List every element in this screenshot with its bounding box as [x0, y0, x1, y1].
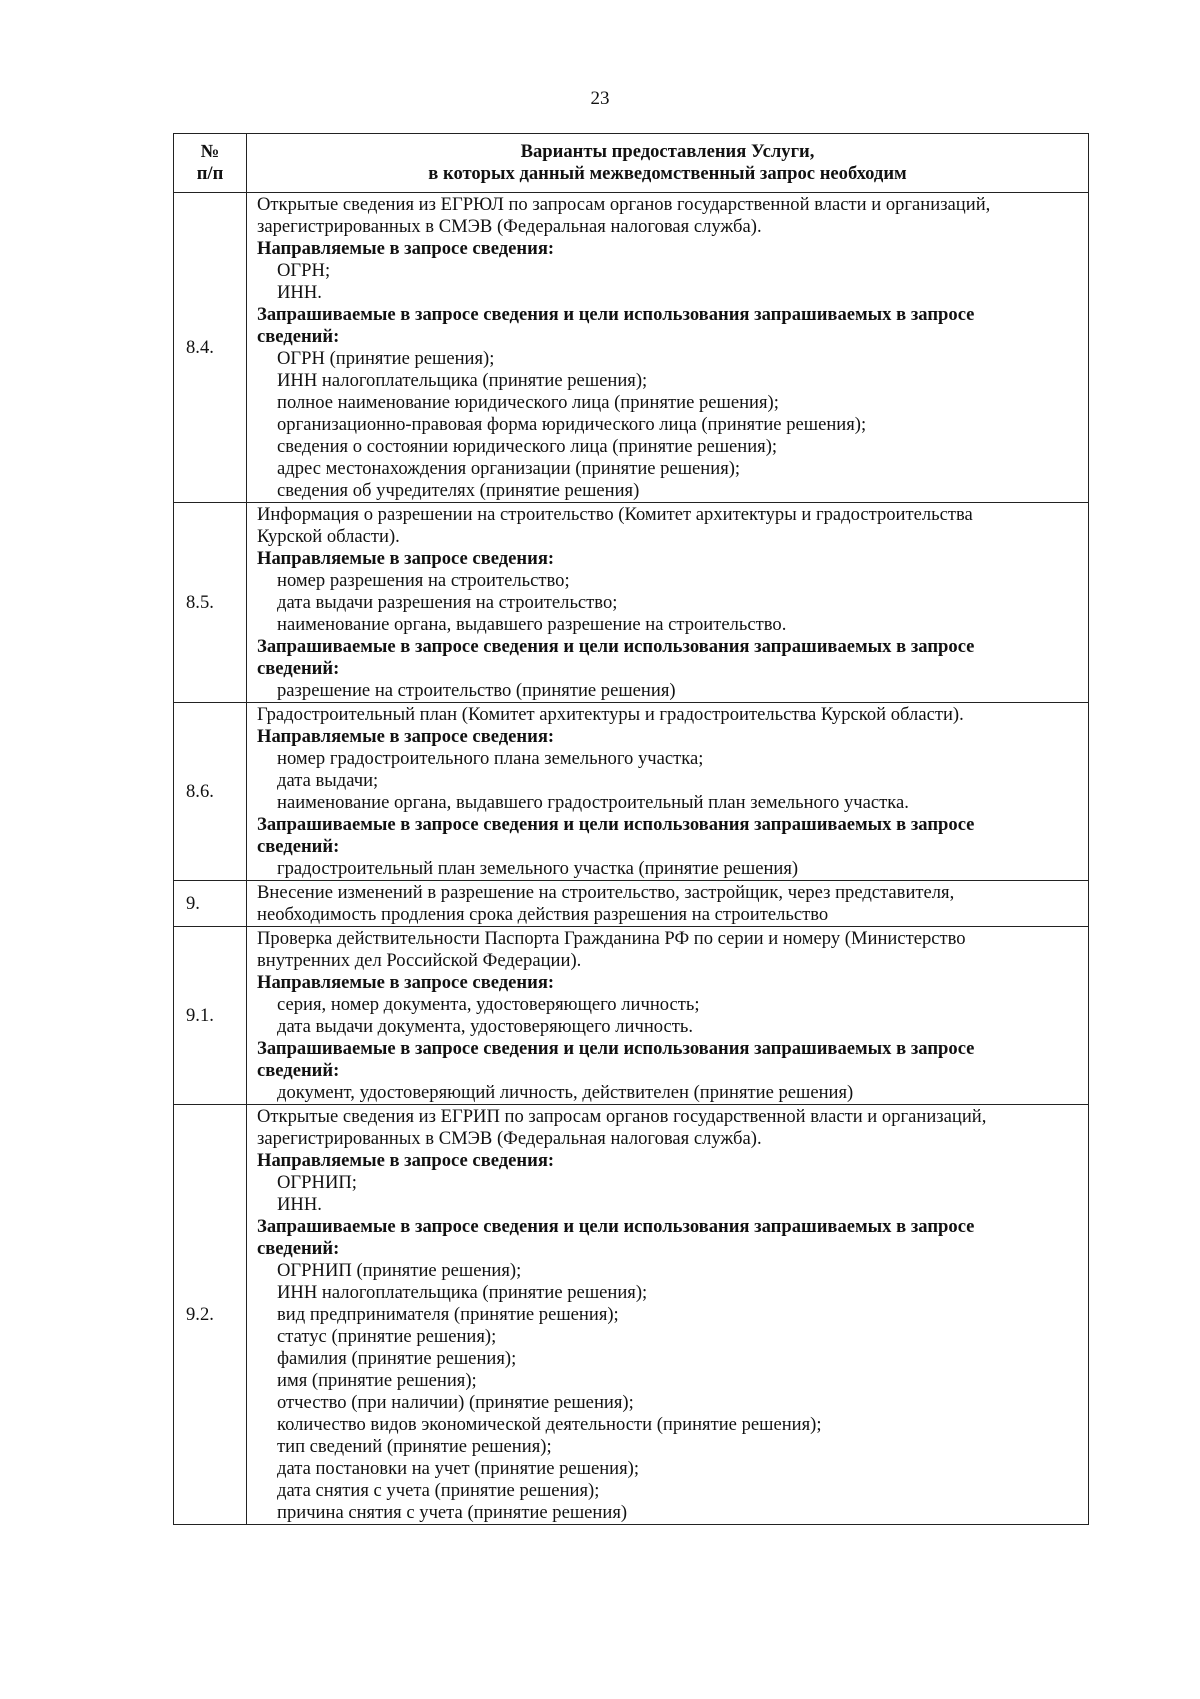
- row-number: 9.2.: [174, 1105, 247, 1525]
- table-header-row: [174, 134, 1089, 193]
- list-item-line: номер градостроительного плана земельного участка;: [277, 748, 704, 769]
- list-item-line: статус (принятие решения);: [277, 1326, 497, 1347]
- row-description: [247, 927, 1089, 1105]
- table-row: [174, 703, 1089, 881]
- header-number-column: [174, 134, 247, 193]
- table-row: [174, 503, 1089, 703]
- header-variants-column: [247, 134, 1089, 193]
- list-item-line: серия, номер документа, удостоверяющего личность;: [277, 994, 700, 1015]
- table-row: [174, 927, 1089, 1105]
- list-item-line: ИНН.: [277, 282, 322, 303]
- section-heading-line: Запрашиваемые в запросе сведения и цели использования запрашиваемых в запросе: [257, 1038, 975, 1059]
- row-number: 9.: [174, 881, 247, 927]
- list-item-line: дата постановки на учет (принятие решения);: [277, 1458, 640, 1479]
- description-line: внутренних дел Российской Федерации).: [257, 950, 582, 971]
- description-line: Градостроительный план (Комитет архитектуры и градостроительства Курской области).: [257, 704, 964, 725]
- section-heading-line: Направляемые в запросе сведения:: [257, 548, 555, 569]
- list-item-line: дата выдачи документа, удостоверяющего личность.: [277, 1016, 694, 1037]
- description-line: Информация о разрешении на строительство (Комитет архитектуры и градостроительства: [257, 504, 973, 525]
- section-heading-line: Направляемые в запросе сведения:: [257, 726, 555, 747]
- row-description: [247, 503, 1089, 703]
- section-heading-line: сведений:: [257, 658, 340, 679]
- table-row: [174, 193, 1089, 503]
- description-line: необходимость продления срока действия разрешения на строительство: [257, 904, 829, 925]
- row-description: [247, 1105, 1089, 1525]
- list-item-line: номер разрешения на строительство;: [277, 570, 570, 591]
- list-item-line: ИНН.: [277, 1194, 322, 1215]
- list-item-line: причина снятия с учета (принятие решения): [277, 1502, 628, 1523]
- list-item-line: наименование органа, выдавшего градостроительный план земельного участка.: [277, 792, 909, 813]
- table-body: [174, 193, 1089, 1525]
- description-line: Открытые сведения из ЕГРИП по запросам органов государственной власти и организаций,: [257, 1106, 987, 1127]
- list-item-line: имя (принятие решения);: [277, 1370, 477, 1391]
- list-item-line: документ, удостоверяющий личность, действителен (принятие решения): [277, 1082, 854, 1103]
- list-item-line: ОГРН;: [277, 260, 331, 281]
- row-number: 8.6.: [174, 703, 247, 881]
- list-item-line: сведения об учредителях (принятие решения): [277, 480, 640, 501]
- table-row: [174, 1105, 1089, 1525]
- list-item-line: разрешение на строительство (принятие решения): [277, 680, 676, 701]
- list-item-line: полное наименование юридического лица (принятие решения);: [277, 392, 779, 413]
- list-item-line: дата выдачи;: [277, 770, 379, 791]
- list-item-line: сведения о состоянии юридического лица (принятие решения);: [277, 436, 778, 457]
- section-heading-line: Запрашиваемые в запросе сведения и цели использования запрашиваемых в запросе: [257, 814, 975, 835]
- list-item-line: фамилия (принятие решения);: [277, 1348, 517, 1369]
- list-item-line: ОГРН (принятие решения);: [277, 348, 495, 369]
- description-line: Проверка действительности Паспорта Гражданина РФ по серии и номеру (Министерство: [257, 928, 966, 949]
- list-item-line: ОГРНИП;: [277, 1172, 357, 1193]
- list-item-line: адрес местонахождения организации (принятие решения);: [277, 458, 741, 479]
- description-line: Курской области).: [257, 526, 400, 547]
- header-title-line: Варианты предоставления Услуги,: [520, 141, 815, 162]
- list-item-line: ОГРНИП (принятие решения);: [277, 1260, 522, 1281]
- list-item-line: вид предпринимателя (принятие решения);: [277, 1304, 619, 1325]
- section-heading-line: Направляемые в запросе сведения:: [257, 972, 555, 993]
- header-number-line: п/п: [196, 163, 224, 184]
- list-item-line: отчество (при наличии) (принятие решения);: [277, 1392, 634, 1413]
- list-item-line: дата выдачи разрешения на строительство;: [277, 592, 618, 613]
- description-line: Внесение изменений в разрешение на строительство, застройщик, через представителя,: [257, 882, 955, 903]
- section-heading-line: Направляемые в запросе сведения:: [257, 1150, 555, 1171]
- list-item-line: ИНН налогоплательщика (принятие решения);: [277, 370, 648, 391]
- description-line: зарегистрированных в СМЭВ (Федеральная налоговая служба).: [257, 216, 762, 237]
- row-number: 8.4.: [174, 193, 247, 503]
- list-item-line: количество видов экономической деятельности (принятие решения);: [277, 1414, 822, 1435]
- header-number-line: №: [200, 141, 220, 162]
- section-heading-line: сведений:: [257, 326, 340, 347]
- section-heading-line: Запрашиваемые в запросе сведения и цели использования запрашиваемых в запросе: [257, 1216, 975, 1237]
- list-item-line: дата снятия с учета (принятие решения);: [277, 1480, 600, 1501]
- description-line: Открытые сведения из ЕГРЮЛ по запросам органов государственной власти и организаций,: [257, 194, 991, 215]
- row-number: 8.5.: [174, 503, 247, 703]
- table-row: [174, 881, 1089, 927]
- section-heading-line: Направляемые в запросе сведения:: [257, 238, 555, 259]
- list-item-line: организационно-правовая форма юридического лица (принятие решения);: [277, 414, 867, 435]
- list-item-line: тип сведений (принятие решения);: [277, 1436, 552, 1457]
- row-number: 9.1.: [174, 927, 247, 1105]
- section-heading-line: Запрашиваемые в запросе сведения и цели использования запрашиваемых в запросе: [257, 636, 975, 657]
- list-item-line: наименование органа, выдавшего разрешение на строительство.: [277, 614, 787, 635]
- services-table: [173, 133, 1089, 1525]
- list-item-line: градостроительный план земельного участка (принятие решения): [277, 858, 799, 879]
- page-number: 23: [590, 88, 610, 109]
- section-heading-line: сведений:: [257, 836, 340, 857]
- header-title-line: в которых данный межведомственный запрос необходим: [428, 163, 907, 184]
- section-heading-line: сведений:: [257, 1060, 340, 1081]
- row-description: [247, 703, 1089, 881]
- list-item-line: ИНН налогоплательщика (принятие решения);: [277, 1282, 648, 1303]
- section-heading-line: Запрашиваемые в запросе сведения и цели использования запрашиваемых в запросе: [257, 304, 975, 325]
- row-description: [247, 193, 1089, 503]
- section-heading-line: сведений:: [257, 1238, 340, 1259]
- description-line: зарегистрированных в СМЭВ (Федеральная налоговая служба).: [257, 1128, 762, 1149]
- row-description: [247, 881, 1089, 927]
